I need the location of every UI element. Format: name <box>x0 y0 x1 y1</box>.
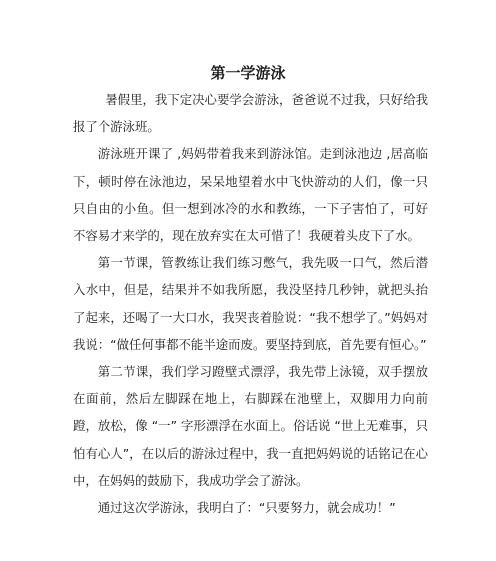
paragraph-1: 暑假里，我下定决心要学会游泳，爸爸说不过我，只好给我报了个游泳班。 <box>73 92 428 135</box>
paragraph-4: 第二节课，我们学习蹬壁式漂浮，我先带上泳镜，双手摆放在面前，然后左脚踩在地上，右脚踩在池壁上，双脚用力向前蹬，放松，像 “一” 字形漂浮在水面上。俗话说 “世上无难事，只怕有心人”，在以后的游泳过程中，我一直把妈妈说的话铭记在心中，在妈妈的鼓励下，我成功学会了游泳。 <box>73 364 428 488</box>
paragraph-3: 第一节课，管教练让我们练习憋气，我先吸一口气，然后潜入水中，但是，结果并不如我所愿，我没坚持几秒钟，就把头抬了起来，还喝了一大口水，我哭丧着脸说：“我不想学了。”妈妈对我说：“做任何事都不能半途而废。要坚持到底，首先要有恒心。” <box>73 255 428 352</box>
document-title: 第一学游泳 <box>210 64 286 82</box>
paragraph-5: 通过这次学游泳，我明白了：“只要努力，就会成功！” <box>97 500 396 516</box>
document-body <box>73 86 428 521</box>
paragraph-2: 游泳班开课了 ,妈妈带着我来到游泳馆。走到泳池边 ,居高临下，顿时停在泳池边，呆呆地望着水中飞快游动的人们，像一只只自由的小鱼。但一想到冰冷的水和教练，一下子害怕了，可好不容易才来学的，现在放弃实在太可惜了！我硬着头皮下了水。 <box>73 146 428 244</box>
